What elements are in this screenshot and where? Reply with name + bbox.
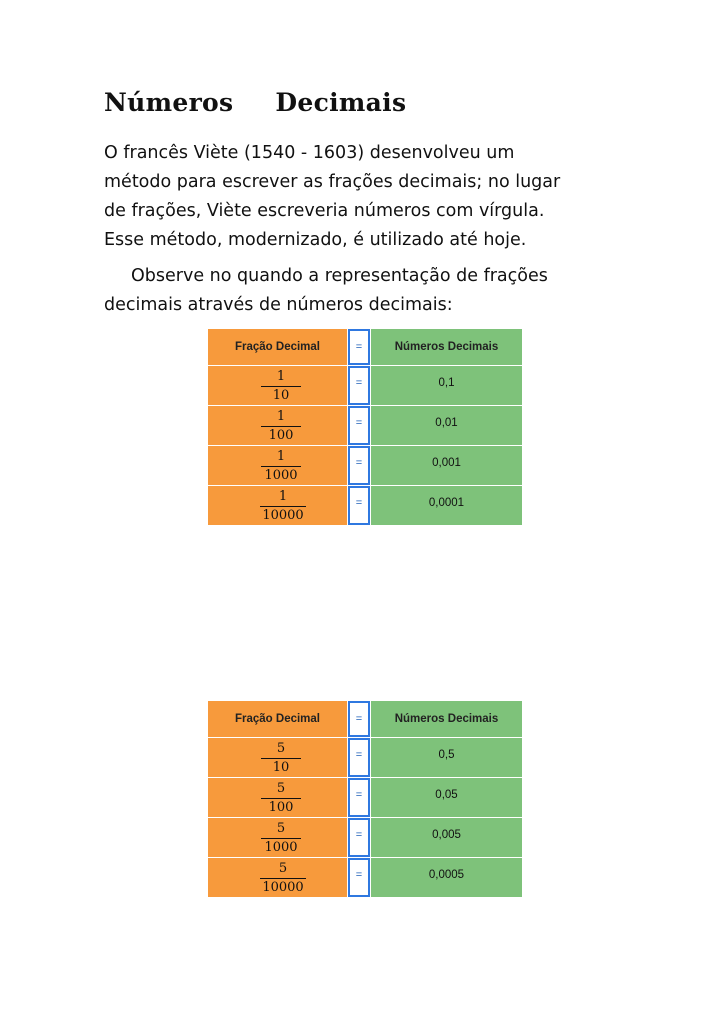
- fraction-cell: [208, 738, 348, 777]
- equals-sign: =: [350, 488, 368, 523]
- decimal-cell: 0,0001: [371, 486, 522, 525]
- equals-cell: [348, 486, 371, 525]
- denominator: 1000: [264, 468, 298, 483]
- fraction-cell: [208, 366, 348, 405]
- fraction: [258, 822, 304, 855]
- equals-cell: [348, 406, 371, 445]
- header-decimal-cell: Números Decimais: [371, 329, 522, 365]
- header-fraction-label: Fração Decimal: [234, 341, 320, 353]
- equals-cell: [348, 858, 371, 897]
- decimal-cell: 0,1: [371, 366, 522, 405]
- fraction-bar: [261, 426, 301, 427]
- numerator: 5: [276, 741, 286, 756]
- header-fraction-cell: [208, 701, 348, 737]
- decimal-cell: 0,0005: [371, 858, 522, 897]
- equals-cell: [348, 366, 371, 405]
- observe-line: decimais através de números decimais:: [104, 295, 453, 315]
- fraction-cell: [208, 446, 348, 485]
- decimal-cell: 0,5: [371, 738, 522, 777]
- numerator: 5: [276, 821, 286, 836]
- table-header-row: [208, 329, 522, 366]
- header-decimal-cell: Números Decimais: [371, 701, 522, 737]
- table-row: [208, 486, 522, 526]
- equals-cell: [348, 778, 371, 817]
- equals-sign: =: [350, 780, 368, 815]
- table-row: [208, 406, 522, 446]
- intro-line: de frações, Viète escreveria números com vírgula.: [104, 201, 545, 221]
- equals-sign: =: [350, 368, 368, 403]
- intro-line: método para escrever as frações decimais; no lugar: [104, 172, 561, 192]
- header-equals-cell: [348, 701, 371, 737]
- observe-line: Observe no quando a representação de frações: [131, 266, 548, 286]
- equals-sign: =: [350, 703, 368, 735]
- observe-paragraph: [104, 262, 724, 320]
- denominator: 10: [272, 388, 290, 403]
- fraction: [260, 490, 306, 523]
- equals-sign: =: [350, 740, 368, 775]
- title-word-numeros: Números: [104, 88, 234, 117]
- equals-cell: [348, 818, 371, 857]
- fraction-cell: [208, 406, 348, 445]
- table-row: [208, 738, 522, 778]
- decimal-cell: 0,05: [371, 778, 522, 817]
- fraction-bar: [261, 798, 301, 799]
- decimal-cell: 0,005: [371, 818, 522, 857]
- equals-sign: =: [350, 820, 368, 855]
- decimal-cell: 0,001: [371, 446, 522, 485]
- page-title: [104, 88, 406, 117]
- fraction: [258, 370, 304, 403]
- table-row: [208, 858, 522, 898]
- numerator: 1: [276, 409, 286, 424]
- equals-sign: =: [350, 860, 368, 895]
- table-row: [208, 818, 522, 858]
- table-row: [208, 446, 522, 486]
- numerator: 5: [276, 781, 286, 796]
- numerator: 5: [278, 861, 288, 876]
- equals-sign: =: [350, 408, 368, 443]
- denominator: 100: [268, 428, 294, 443]
- table-header-row: [208, 701, 522, 738]
- numerator: 1: [276, 449, 286, 464]
- fraction-bar: [261, 838, 301, 839]
- fraction: [258, 782, 304, 815]
- fraction-bar: [261, 758, 301, 759]
- fraction: [260, 862, 306, 895]
- title-word-decimais: Decimais: [275, 88, 407, 117]
- fraction: [258, 450, 304, 483]
- fraction-cell: [208, 486, 348, 525]
- header-fraction-cell: [208, 329, 348, 365]
- fraction-bar: [261, 466, 301, 467]
- fraction-bar: [260, 878, 306, 879]
- fraction-cell: [208, 858, 348, 897]
- table-row: [208, 778, 522, 818]
- fraction-cell: [208, 818, 348, 857]
- fraction-bar: [260, 506, 306, 507]
- equals-sign: =: [350, 448, 368, 483]
- fraction-cell: [208, 778, 348, 817]
- intro-line: O francês Viète (1540 - 1603) desenvolveu um: [104, 143, 515, 163]
- denominator: 1000: [264, 840, 298, 855]
- fraction-table-2: [208, 701, 522, 898]
- denominator: 100: [268, 800, 294, 815]
- equals-cell: [348, 738, 371, 777]
- equals-cell: [348, 446, 371, 485]
- denominator: 10000: [262, 880, 304, 895]
- denominator: 10: [272, 760, 290, 775]
- equals-sign: =: [350, 331, 368, 363]
- fraction: [258, 742, 304, 775]
- numerator: 1: [276, 369, 286, 384]
- decimal-cell: 0,01: [371, 406, 522, 445]
- header-fraction-label: Fração Decimal: [234, 713, 320, 725]
- fraction-bar: [261, 386, 301, 387]
- denominator: 10000: [262, 508, 304, 523]
- fraction: [258, 410, 304, 443]
- fraction-table-1: [208, 329, 522, 526]
- intro-paragraph: [104, 139, 724, 255]
- numerator: 1: [278, 489, 288, 504]
- header-equals-cell: [348, 329, 371, 365]
- table-row: [208, 366, 522, 406]
- intro-line: Esse método, modernizado, é utilizado até hoje.: [104, 230, 527, 250]
